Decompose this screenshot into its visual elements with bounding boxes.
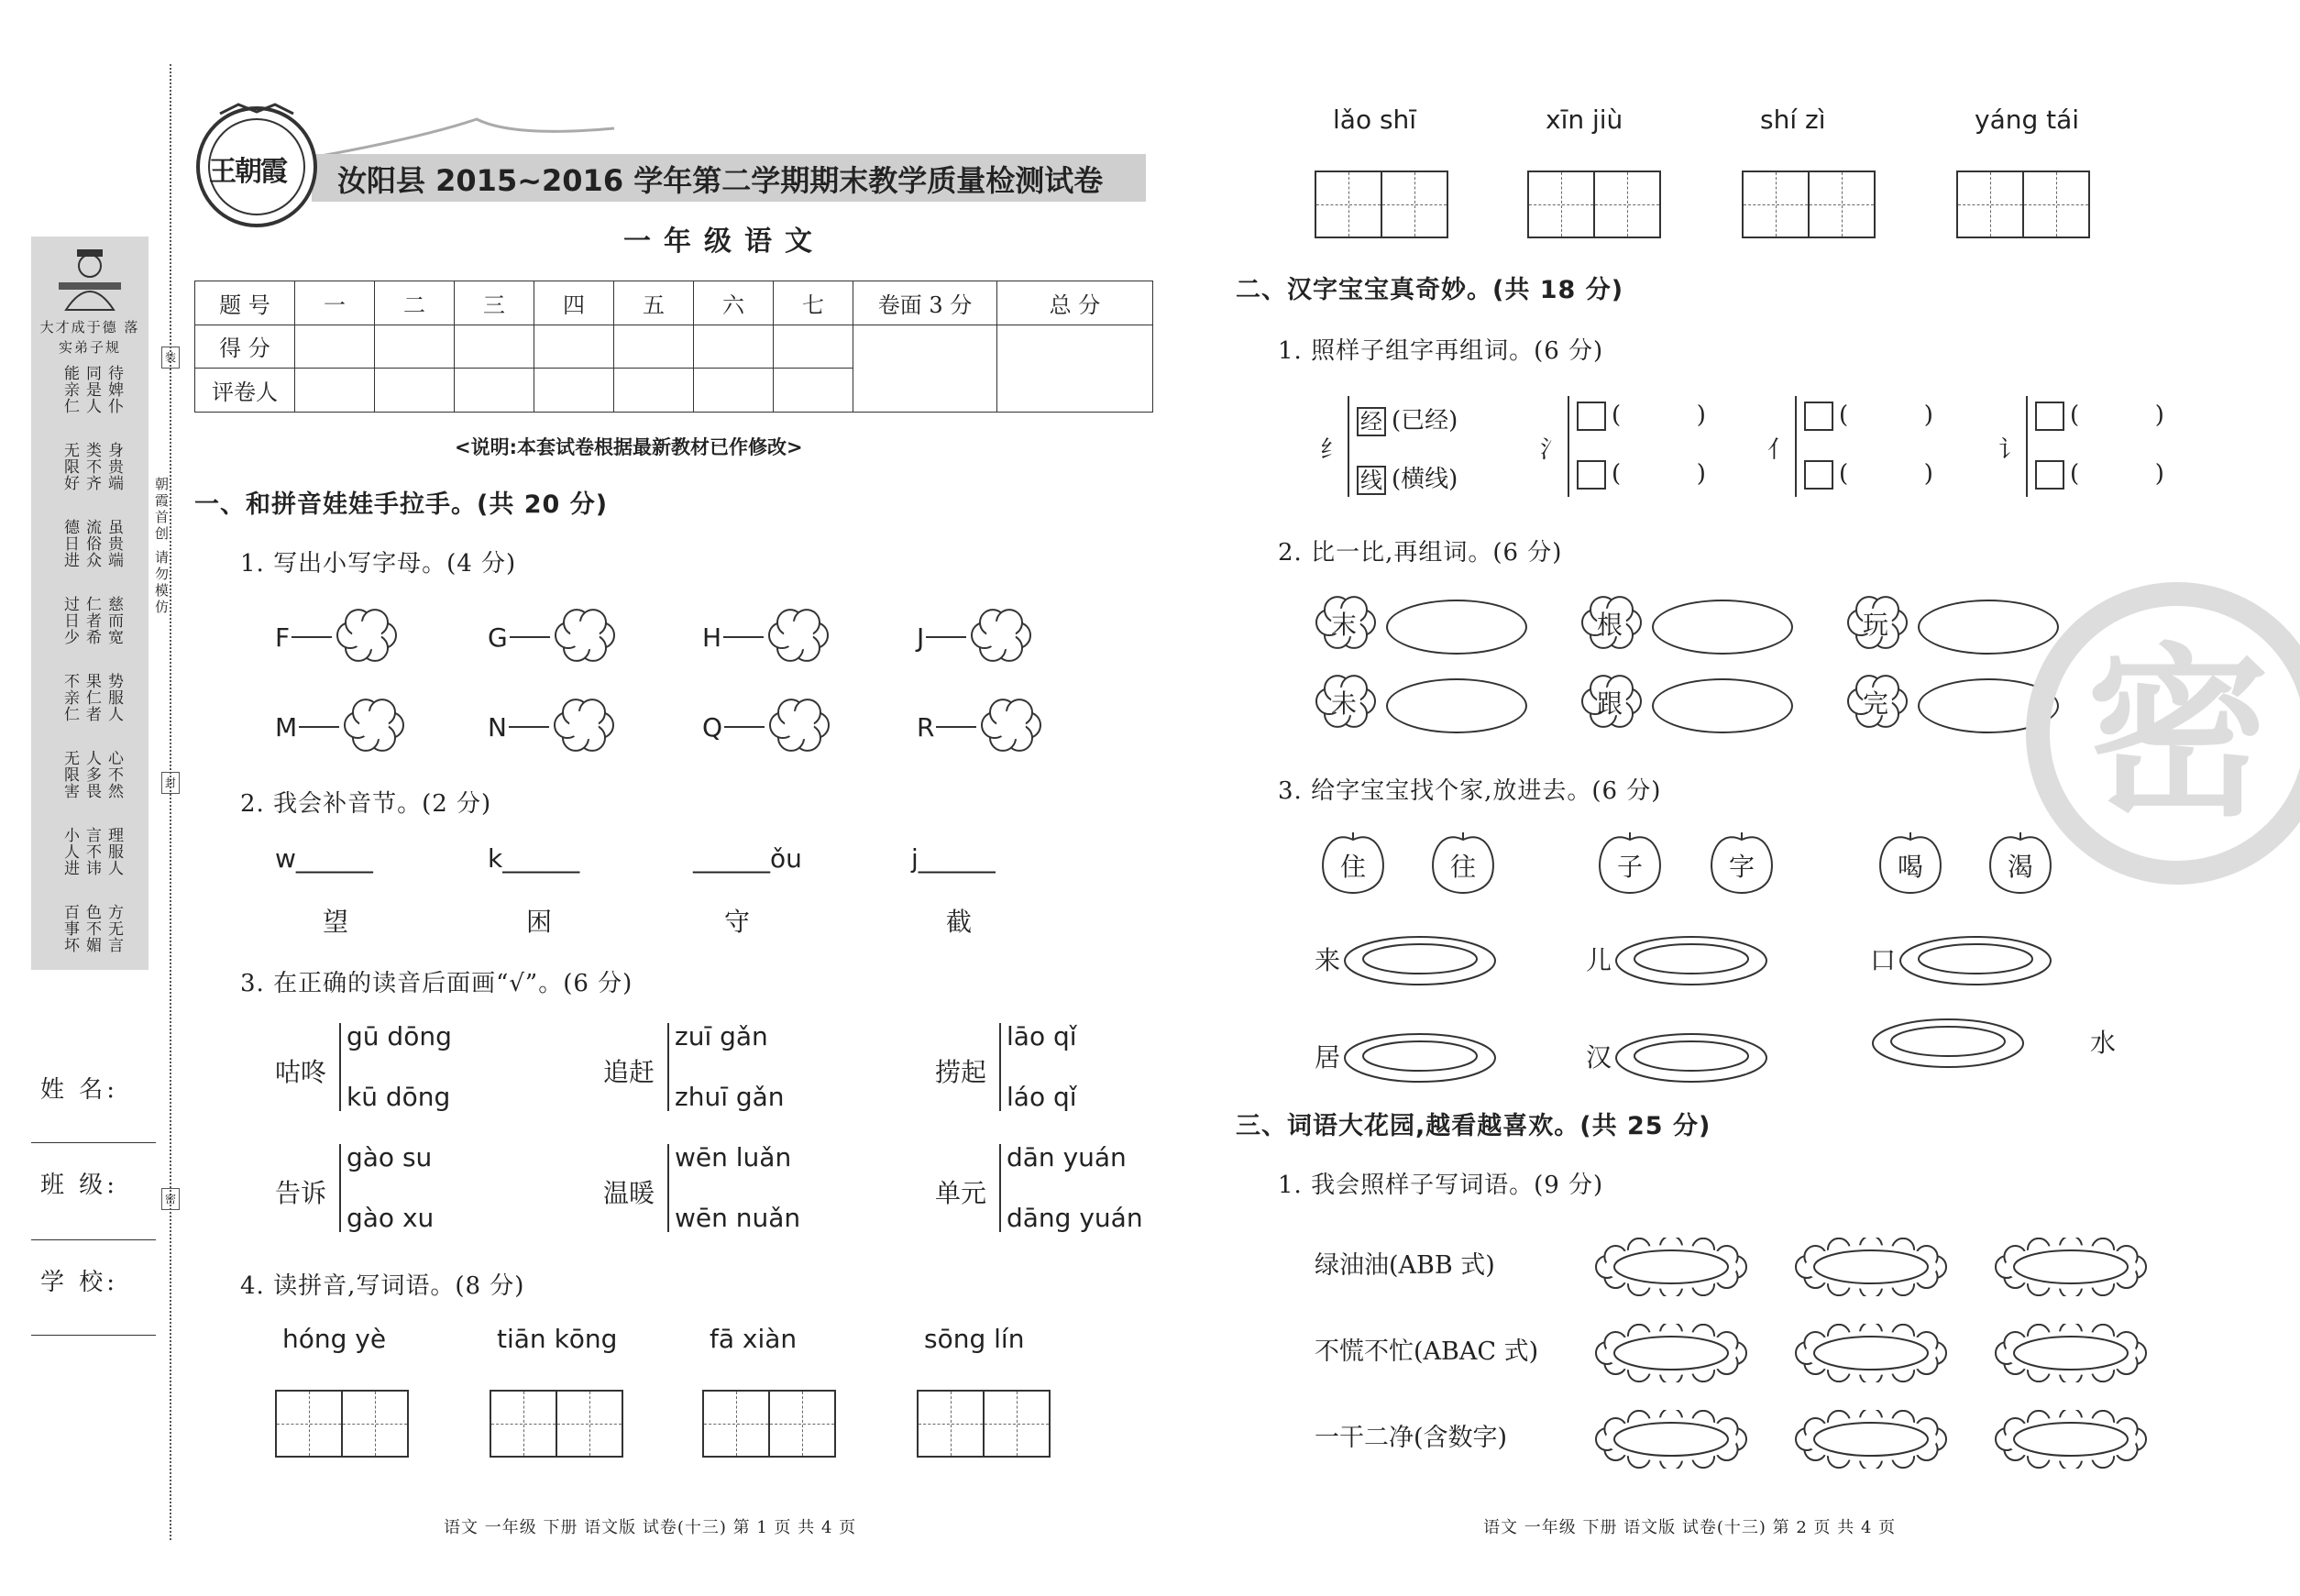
answer-cloud[interactable] <box>1993 1410 2149 1472</box>
word-paren: (已经) <box>1392 407 1458 435</box>
compose-row[interactable] <box>2035 460 2164 490</box>
reading-bracket <box>999 1023 1001 1111</box>
saying-column: 慈而宽 <box>105 596 123 645</box>
flower-char: 跟 <box>1597 688 1623 719</box>
q2-label: 2. 我会补音节。(2 分) <box>240 790 492 818</box>
class-label: 班 级: <box>40 1172 119 1199</box>
flower-answer-icon[interactable] <box>968 605 1034 669</box>
reading-bracket <box>667 1144 669 1232</box>
char-box[interactable] <box>1804 460 1833 490</box>
char-box[interactable] <box>1804 402 1833 431</box>
reading-option[interactable]: wēn nuǎn <box>675 1203 801 1233</box>
word-pinyin: yáng tái <box>1975 105 2080 135</box>
connector-line <box>299 726 339 728</box>
letter-flower <box>702 695 832 759</box>
score-header-cell: 总 分 <box>997 281 1153 325</box>
char-box[interactable] <box>2035 402 2064 431</box>
word-paren: ( ) <box>2070 402 2164 429</box>
reading-option[interactable]: gū dōng <box>347 1021 452 1051</box>
saying-column: 言不讳 <box>83 827 101 876</box>
reading-bracket <box>999 1144 1001 1232</box>
plate-icon[interactable] <box>1613 1030 1769 1089</box>
sayings-list <box>44 365 139 981</box>
saying-group <box>44 519 139 596</box>
p3-q1-label: 1. 我会照样子写词语。(9 分) <box>1278 1172 1604 1199</box>
plate-char: 居 <box>1315 1042 1341 1073</box>
word-ellipse[interactable] <box>1652 600 1793 655</box>
flower-char: 完 <box>1863 688 1889 719</box>
compose-row[interactable] <box>1804 402 1933 431</box>
part3-heading: 三、词语大花园,越看越喜欢。(共 25 分) <box>1236 1112 1711 1140</box>
score-header-cell: 二 <box>375 281 455 325</box>
saying-column: 百事坏 <box>61 904 79 953</box>
connector-line <box>936 726 976 728</box>
score-header-cell: 五 <box>614 281 694 325</box>
reading-bracket <box>339 1023 341 1111</box>
saying-column: 势服人 <box>105 673 123 722</box>
reading-option[interactable]: kū dōng <box>347 1082 451 1112</box>
saying-column: 能亲仁 <box>61 365 79 414</box>
char-box[interactable] <box>1577 460 1606 490</box>
word-paren: ( ) <box>1612 402 1706 429</box>
capital-letter: N <box>488 711 507 743</box>
reading-word: 追赶 <box>603 1057 655 1087</box>
score-header-cell: 六 <box>694 281 774 325</box>
saying-column: 仁者希 <box>83 596 101 645</box>
capital-letter: Q <box>702 711 723 743</box>
reading-option[interactable]: wēn luǎn <box>675 1142 792 1172</box>
reading-option[interactable]: lāo qǐ <box>1007 1021 1077 1051</box>
syllable-char: 望 <box>323 907 349 937</box>
peach-char: 喝 <box>1898 852 1924 882</box>
saying-column: 同是人 <box>83 365 101 414</box>
secret-watermark <box>2026 582 2300 885</box>
answer-cloud[interactable] <box>1593 1324 1749 1386</box>
reviewer-row-label: 评卷人 <box>195 369 295 413</box>
plate-icon[interactable] <box>1613 933 1769 992</box>
saying-column: 色不媚 <box>83 904 101 953</box>
radical: 讠 <box>1998 436 2023 464</box>
saying-group <box>44 904 139 981</box>
saying-column: 理服人 <box>105 827 123 876</box>
capital-letter: G <box>488 622 508 653</box>
capital-letter: F <box>275 622 291 653</box>
connector-line <box>510 636 550 638</box>
answer-cloud[interactable] <box>1793 1410 1949 1472</box>
part2-heading: 二、汉字宝宝真奇妙。(共 18 分) <box>1236 276 1624 304</box>
letter-flower <box>488 695 617 759</box>
saying-column: 心不然 <box>105 750 123 799</box>
letter-flower <box>917 695 1044 759</box>
answer-cloud[interactable] <box>1993 1324 2149 1386</box>
exam-note: <说明:本套试卷根据最新教材已作修改> <box>455 436 803 458</box>
school-label: 学 校: <box>40 1269 119 1296</box>
tianzige-grid[interactable] <box>490 1390 623 1458</box>
flower-answer-icon[interactable] <box>766 695 832 759</box>
plate-char: 水 <box>2090 1028 2117 1058</box>
saying-column: 过日少 <box>61 596 79 645</box>
word-pinyin: tiān kōng <box>497 1324 618 1354</box>
answer-cloud[interactable] <box>1793 1324 1949 1386</box>
syllable-blank[interactable]: j______ <box>911 843 996 874</box>
char-box[interactable] <box>2035 460 2064 490</box>
logo-text: 王朝霞 <box>209 156 286 188</box>
letter-flower <box>702 605 831 669</box>
syllable-char: 守 <box>724 907 751 937</box>
reading-bracket <box>339 1144 341 1232</box>
tianzige-grid[interactable] <box>1315 171 1448 238</box>
compose-row <box>1357 402 1458 436</box>
name-label: 姓 名: <box>40 1076 119 1104</box>
capital-letter: J <box>917 622 925 653</box>
flower-char: 玩 <box>1863 610 1889 640</box>
flower-answer-icon[interactable] <box>978 695 1044 759</box>
pattern-word: 一干二净(含数字) <box>1315 1424 1508 1452</box>
word-paren: ( ) <box>1839 402 1933 429</box>
radical: 氵 <box>1540 436 1565 464</box>
saying-column: 身贵端 <box>105 442 123 491</box>
tianzige-grid[interactable] <box>1742 171 1876 238</box>
scholar-icon <box>53 246 127 314</box>
flower-answer-icon[interactable] <box>341 695 407 759</box>
saying-group <box>44 442 139 519</box>
motto-text: 大才成于德 落实弟子规 <box>39 319 140 356</box>
flower-answer-icon[interactable] <box>552 605 618 669</box>
q3-label: 3. 在正确的读音后面画“√”。(6 分) <box>240 970 633 997</box>
radical-bracket <box>1568 396 1569 497</box>
saying-column: 无限害 <box>61 750 79 799</box>
peach-char: 住 <box>1340 852 1367 882</box>
char-box: 经 <box>1357 407 1386 436</box>
radical-bracket <box>1795 396 1797 497</box>
word-ellipse[interactable] <box>1386 678 1527 733</box>
score-table <box>194 281 1153 413</box>
reading-bracket <box>667 1023 669 1111</box>
plate-char: 来 <box>1315 945 1341 975</box>
syllable-blank[interactable]: ______ǒu <box>693 843 802 874</box>
class-field[interactable] <box>31 1239 156 1240</box>
exam-subtitle: 一年级语文 <box>623 226 825 258</box>
connector-line <box>723 636 764 638</box>
score-row-label: 得 分 <box>195 325 295 369</box>
char-box[interactable] <box>1577 402 1606 431</box>
saying-group <box>44 827 139 904</box>
plate-char: 汉 <box>1586 1042 1612 1073</box>
tianzige-grid[interactable] <box>702 1390 836 1458</box>
flower-answer-icon[interactable] <box>765 605 831 669</box>
capital-letter: R <box>917 711 935 743</box>
saying-column: 类不齐 <box>83 442 101 491</box>
syllable-char: 截 <box>946 907 973 937</box>
compose-row <box>1357 460 1458 495</box>
score-header-cell: 题 号 <box>195 281 295 325</box>
reading-option[interactable]: dān yuán <box>1007 1142 1127 1172</box>
saying-column: 小人进 <box>61 827 79 876</box>
fold-note: 朝霞首创 请勿模仿 <box>153 477 170 616</box>
p2-q3-label: 3. 给字宝宝找个家,放进去。(6 分) <box>1278 777 1662 805</box>
answer-cloud[interactable] <box>1793 1238 1949 1300</box>
reading-option[interactable]: láo qǐ <box>1007 1082 1077 1112</box>
compose-row[interactable] <box>2035 402 2164 431</box>
saying-group <box>44 673 139 750</box>
watermark-char: 密 <box>2086 626 2271 842</box>
fold-line <box>170 64 171 1540</box>
tianzige-grid[interactable] <box>275 1390 409 1458</box>
page-footer-right: 语文 一年级 下册 语文版 试卷(十三) 第 2 页 共 4 页 <box>1483 1518 1897 1537</box>
saying-column: 人多畏 <box>83 750 101 799</box>
letter-flower <box>917 605 1034 669</box>
word-ellipse[interactable] <box>1652 678 1793 733</box>
saying-column: 德日进 <box>61 519 79 568</box>
motto-strip <box>31 237 149 970</box>
compose-row[interactable] <box>1577 460 1706 490</box>
syllable-blank[interactable]: k______ <box>488 843 580 874</box>
word-ellipse[interactable] <box>1386 600 1527 655</box>
exam-title: 汝阳县 2015~2016 学年第二学期期末教学质量检测试卷 <box>337 163 1104 198</box>
word-ellipse[interactable] <box>1918 600 2059 655</box>
answer-cloud[interactable] <box>1593 1238 1749 1300</box>
pattern-word: 绿油油(ABB 式) <box>1315 1251 1495 1280</box>
compose-row[interactable] <box>1577 402 1706 431</box>
reading-word: 咕咚 <box>275 1057 327 1087</box>
tianzige-grid[interactable] <box>917 1390 1051 1458</box>
radical-bracket <box>1348 396 1349 497</box>
peach-char: 往 <box>1450 852 1477 882</box>
saying-group <box>44 596 139 673</box>
word-pinyin: lǎo shī <box>1333 105 1417 135</box>
saying-group <box>44 365 139 442</box>
word-pinyin: hóng yè <box>282 1324 387 1354</box>
page-footer-left: 语文 一年级 下册 语文版 试卷(十三) 第 1 页 共 4 页 <box>444 1518 857 1537</box>
saying-group <box>44 750 139 827</box>
reading-word: 告诉 <box>275 1178 327 1208</box>
tianzige-grid[interactable] <box>1956 171 2090 238</box>
reading-word: 捞起 <box>935 1057 987 1087</box>
plate-icon[interactable] <box>1898 933 2053 992</box>
school-field[interactable] <box>31 1335 156 1336</box>
score-header-cell: 四 <box>534 281 614 325</box>
plate-icon[interactable] <box>1342 1030 1498 1089</box>
score-header-cell: 七 <box>774 281 853 325</box>
fold-mark: 装 <box>161 347 180 369</box>
q1-label: 1. 写出小写字母。(4 分) <box>240 550 517 578</box>
word-paren: (横线) <box>1392 466 1458 493</box>
flower-char: 根 <box>1597 610 1623 640</box>
flower-char: 未 <box>1331 688 1358 719</box>
capital-letter: H <box>702 622 722 653</box>
syllable-blank[interactable]: w______ <box>275 843 373 874</box>
word-pinyin: fā xiàn <box>710 1324 798 1354</box>
p2-q2-label: 2. 比一比,再组词。(6 分) <box>1278 539 1563 567</box>
saying-column: 不亲仁 <box>61 673 79 722</box>
peach-char: 子 <box>1617 852 1644 882</box>
reading-option[interactable]: gào su <box>347 1142 433 1172</box>
name-field[interactable] <box>31 1142 156 1143</box>
word-pinyin: xīn jiù <box>1546 105 1623 135</box>
plate-char: 儿 <box>1586 945 1612 975</box>
reading-option[interactable]: zuī gǎn <box>675 1021 768 1051</box>
plate-icon[interactable] <box>1870 1016 2026 1074</box>
answer-cloud[interactable] <box>1593 1410 1749 1472</box>
reading-word: 单元 <box>935 1178 987 1208</box>
word-pinyin: shí zì <box>1760 105 1826 135</box>
fold-mark: 密 <box>161 1188 180 1210</box>
score-header-cell: 卷面 3 分 <box>853 281 997 325</box>
compose-row[interactable] <box>1804 460 1933 490</box>
char-box: 线 <box>1357 466 1386 495</box>
reading-option[interactable]: gào xu <box>347 1203 435 1233</box>
letter-flower <box>275 695 407 759</box>
part1-heading: 一、和拼音娃娃手拉手。(共 20 分) <box>194 490 609 519</box>
syllable-char: 困 <box>526 907 553 937</box>
saying-column: 待婢仆 <box>105 365 123 414</box>
score-header-cell: 一 <box>295 281 375 325</box>
radical: 亻 <box>1767 436 1792 464</box>
word-paren: ( ) <box>1839 460 1933 488</box>
saying-column: 虽贵端 <box>105 519 123 568</box>
radical-bracket <box>2026 396 2028 497</box>
score-header-cell: 三 <box>455 281 534 325</box>
q4-label: 4. 读拼音,写词语。(8 分) <box>240 1272 525 1300</box>
saying-column: 方无言 <box>105 904 123 953</box>
word-pinyin: sōng lín <box>924 1324 1025 1354</box>
pattern-word: 不慌不忙(ABAC 式) <box>1315 1337 1539 1366</box>
flower-char: 末 <box>1331 610 1358 640</box>
reading-word: 温暖 <box>603 1178 655 1208</box>
radical: 纟 <box>1320 436 1345 464</box>
p2-q1-label: 1. 照样子组字再组词。(6 分) <box>1278 337 1604 365</box>
reading-option[interactable]: zhuī gǎn <box>675 1082 785 1112</box>
letter-flower <box>275 605 400 669</box>
capital-letter: M <box>275 711 298 743</box>
peach-char: 渴 <box>2008 852 2034 882</box>
saying-column: 无限好 <box>61 442 79 491</box>
answer-cloud[interactable] <box>1993 1238 2149 1300</box>
plate-char: 口 <box>1870 945 1897 975</box>
flower-answer-icon[interactable] <box>551 695 617 759</box>
reading-option[interactable]: dāng yuán <box>1007 1203 1143 1233</box>
letter-flower <box>488 605 618 669</box>
tianzige-grid[interactable] <box>1527 171 1661 238</box>
fold-mark: 封 <box>161 772 180 794</box>
saying-column: 流俗众 <box>83 519 101 568</box>
flower-answer-icon[interactable] <box>334 605 400 669</box>
plate-icon[interactable] <box>1342 933 1498 992</box>
saying-column: 果仁者 <box>83 673 101 722</box>
peach-char: 字 <box>1729 852 1755 882</box>
word-paren: ( ) <box>1612 460 1706 488</box>
connector-line <box>509 726 549 728</box>
connector-line <box>292 636 332 638</box>
connector-line <box>926 636 966 638</box>
connector-line <box>724 726 765 728</box>
word-paren: ( ) <box>2070 460 2164 488</box>
